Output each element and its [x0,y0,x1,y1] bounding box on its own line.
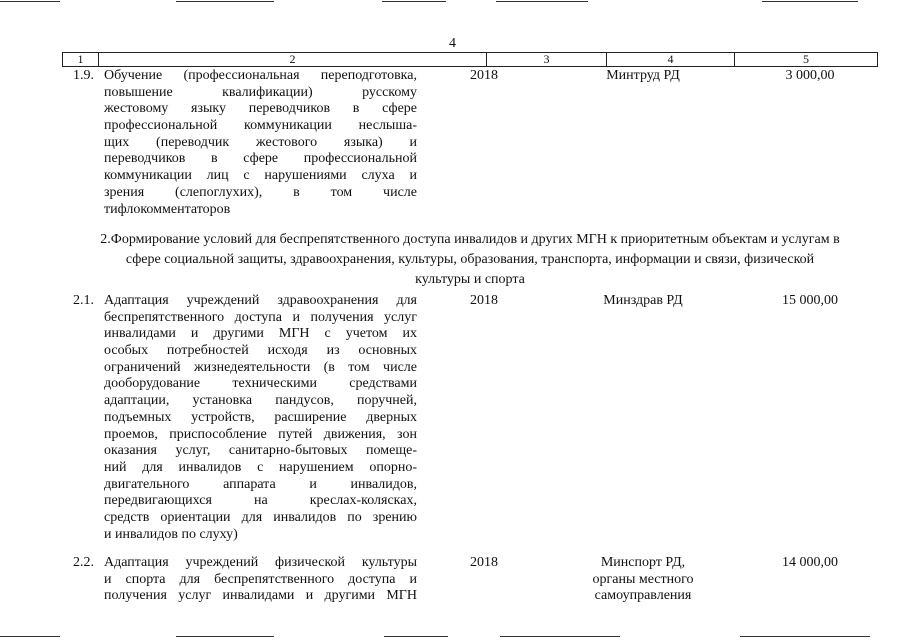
description-line: ограничений жизнедеятельности (в том числе [104,359,417,375]
description-line: и спорта для беспрепятственного доступа и [104,571,417,587]
bottom-edge-rule [384,636,448,637]
row-executor [568,68,718,85]
row-number: 1.9. [73,68,94,83]
executor-line: Минспорт РД, [600,555,686,570]
description-line: инвалидами и другими МГН с учетом их [104,326,417,342]
executor-line: Минздрав РД [603,293,683,308]
row-number: 2.2. [73,555,94,570]
description-line: Адаптация учреждений здравоохранения для [104,293,417,308]
page-number: 4 [449,36,456,51]
top-edge-rule [382,1,446,2]
description-line: передвигающихся на креслах-колясках, [104,493,417,509]
description-line: Обучение (профессиональная переподготовка, [104,68,417,83]
description-line: жестовому языку переводчиков в сфере [104,101,417,117]
description-line: адаптации, установка пандусов, поручней, [104,393,417,409]
bottom-edge-rule [740,636,870,637]
row-amount: 3 000,00 [785,68,835,83]
description-line: подъемных устройств, расширение дверных [104,409,417,425]
section-heading-line: 2.Формирование условий для беспрепятственного доступа инвалидов и других МГН к приоритетным объектам и услугам в [100,232,840,247]
top-edge-rule [762,1,858,2]
description-line: особых потребностей исходя из основных [104,343,417,359]
top-edge-rule [0,1,60,2]
description-line: получения услуг инвалидами и другими МГН [104,588,417,604]
section-heading-line: сфере социальной защиты, здравоохранения, культуры, образования, транспорта, информации и связи, физической [125,252,815,267]
executor-line: самоуправления [594,588,692,604]
bottom-edge-rule [0,636,60,637]
description-line: коммуникации лиц с нарушениями слуха и [104,168,417,184]
row-number: 2.1. [73,293,94,308]
top-edge-rule [176,1,274,2]
description-line: переводчиков в сфере профессиональной [104,151,417,167]
row-executor [568,555,718,605]
description-line: профессиональной коммуникации неслыша- [104,118,417,134]
description-line: тифлокомментаторов [104,201,231,217]
row-description [104,293,417,543]
executor-line: органы местного [592,571,694,587]
row-executor [568,293,718,310]
description-line: двигательного аппарата и инвалидов, [104,476,417,492]
header-cell-2: 2 [98,53,486,66]
description-line: повышение квалификации) русскому [104,84,417,100]
row-amount: 14 000,00 [782,555,838,570]
row-description [104,68,417,218]
description-line: щих (переводчик жестового языка) и [104,134,417,150]
header-cell-3: 3 [486,53,606,66]
section-heading-line: культуры и спорта [415,272,525,287]
row-description [104,555,417,605]
description-line: средств ориентации для инвалидов по зрению [104,509,417,525]
description-line: ний для инвалидов с нарушением опорно- [104,459,417,475]
table-header [62,52,878,67]
description-line: зрения (слепоглухих), в том числе [104,184,417,200]
description-line: беспрепятственного доступа и получения услуг [104,309,417,325]
row-year: 2018 [470,68,498,83]
description-line: оказания услуг, санитарно-бытовых помеще- [104,443,417,459]
header-cell-4: 4 [606,53,734,66]
executor-line: Минтруд РД [606,68,680,83]
header-cell-1: 1 [62,53,98,66]
row-amount: 15 000,00 [782,293,838,308]
section-heading [64,230,876,290]
row-year: 2018 [470,555,498,570]
description-line: проемов, приспособление путей движения, зон [104,426,417,442]
header-cell-5: 5 [734,53,878,66]
bottom-edge-rule [500,636,620,637]
description-line: Адаптация учреждений физической культуры [104,555,417,570]
row-year: 2018 [470,293,498,308]
bottom-edge-rule [176,636,274,637]
description-line: и инвалидов по слуху) [104,526,238,542]
top-edge-rule [496,1,588,2]
description-line: дооборудование техническими средствами [104,376,417,392]
